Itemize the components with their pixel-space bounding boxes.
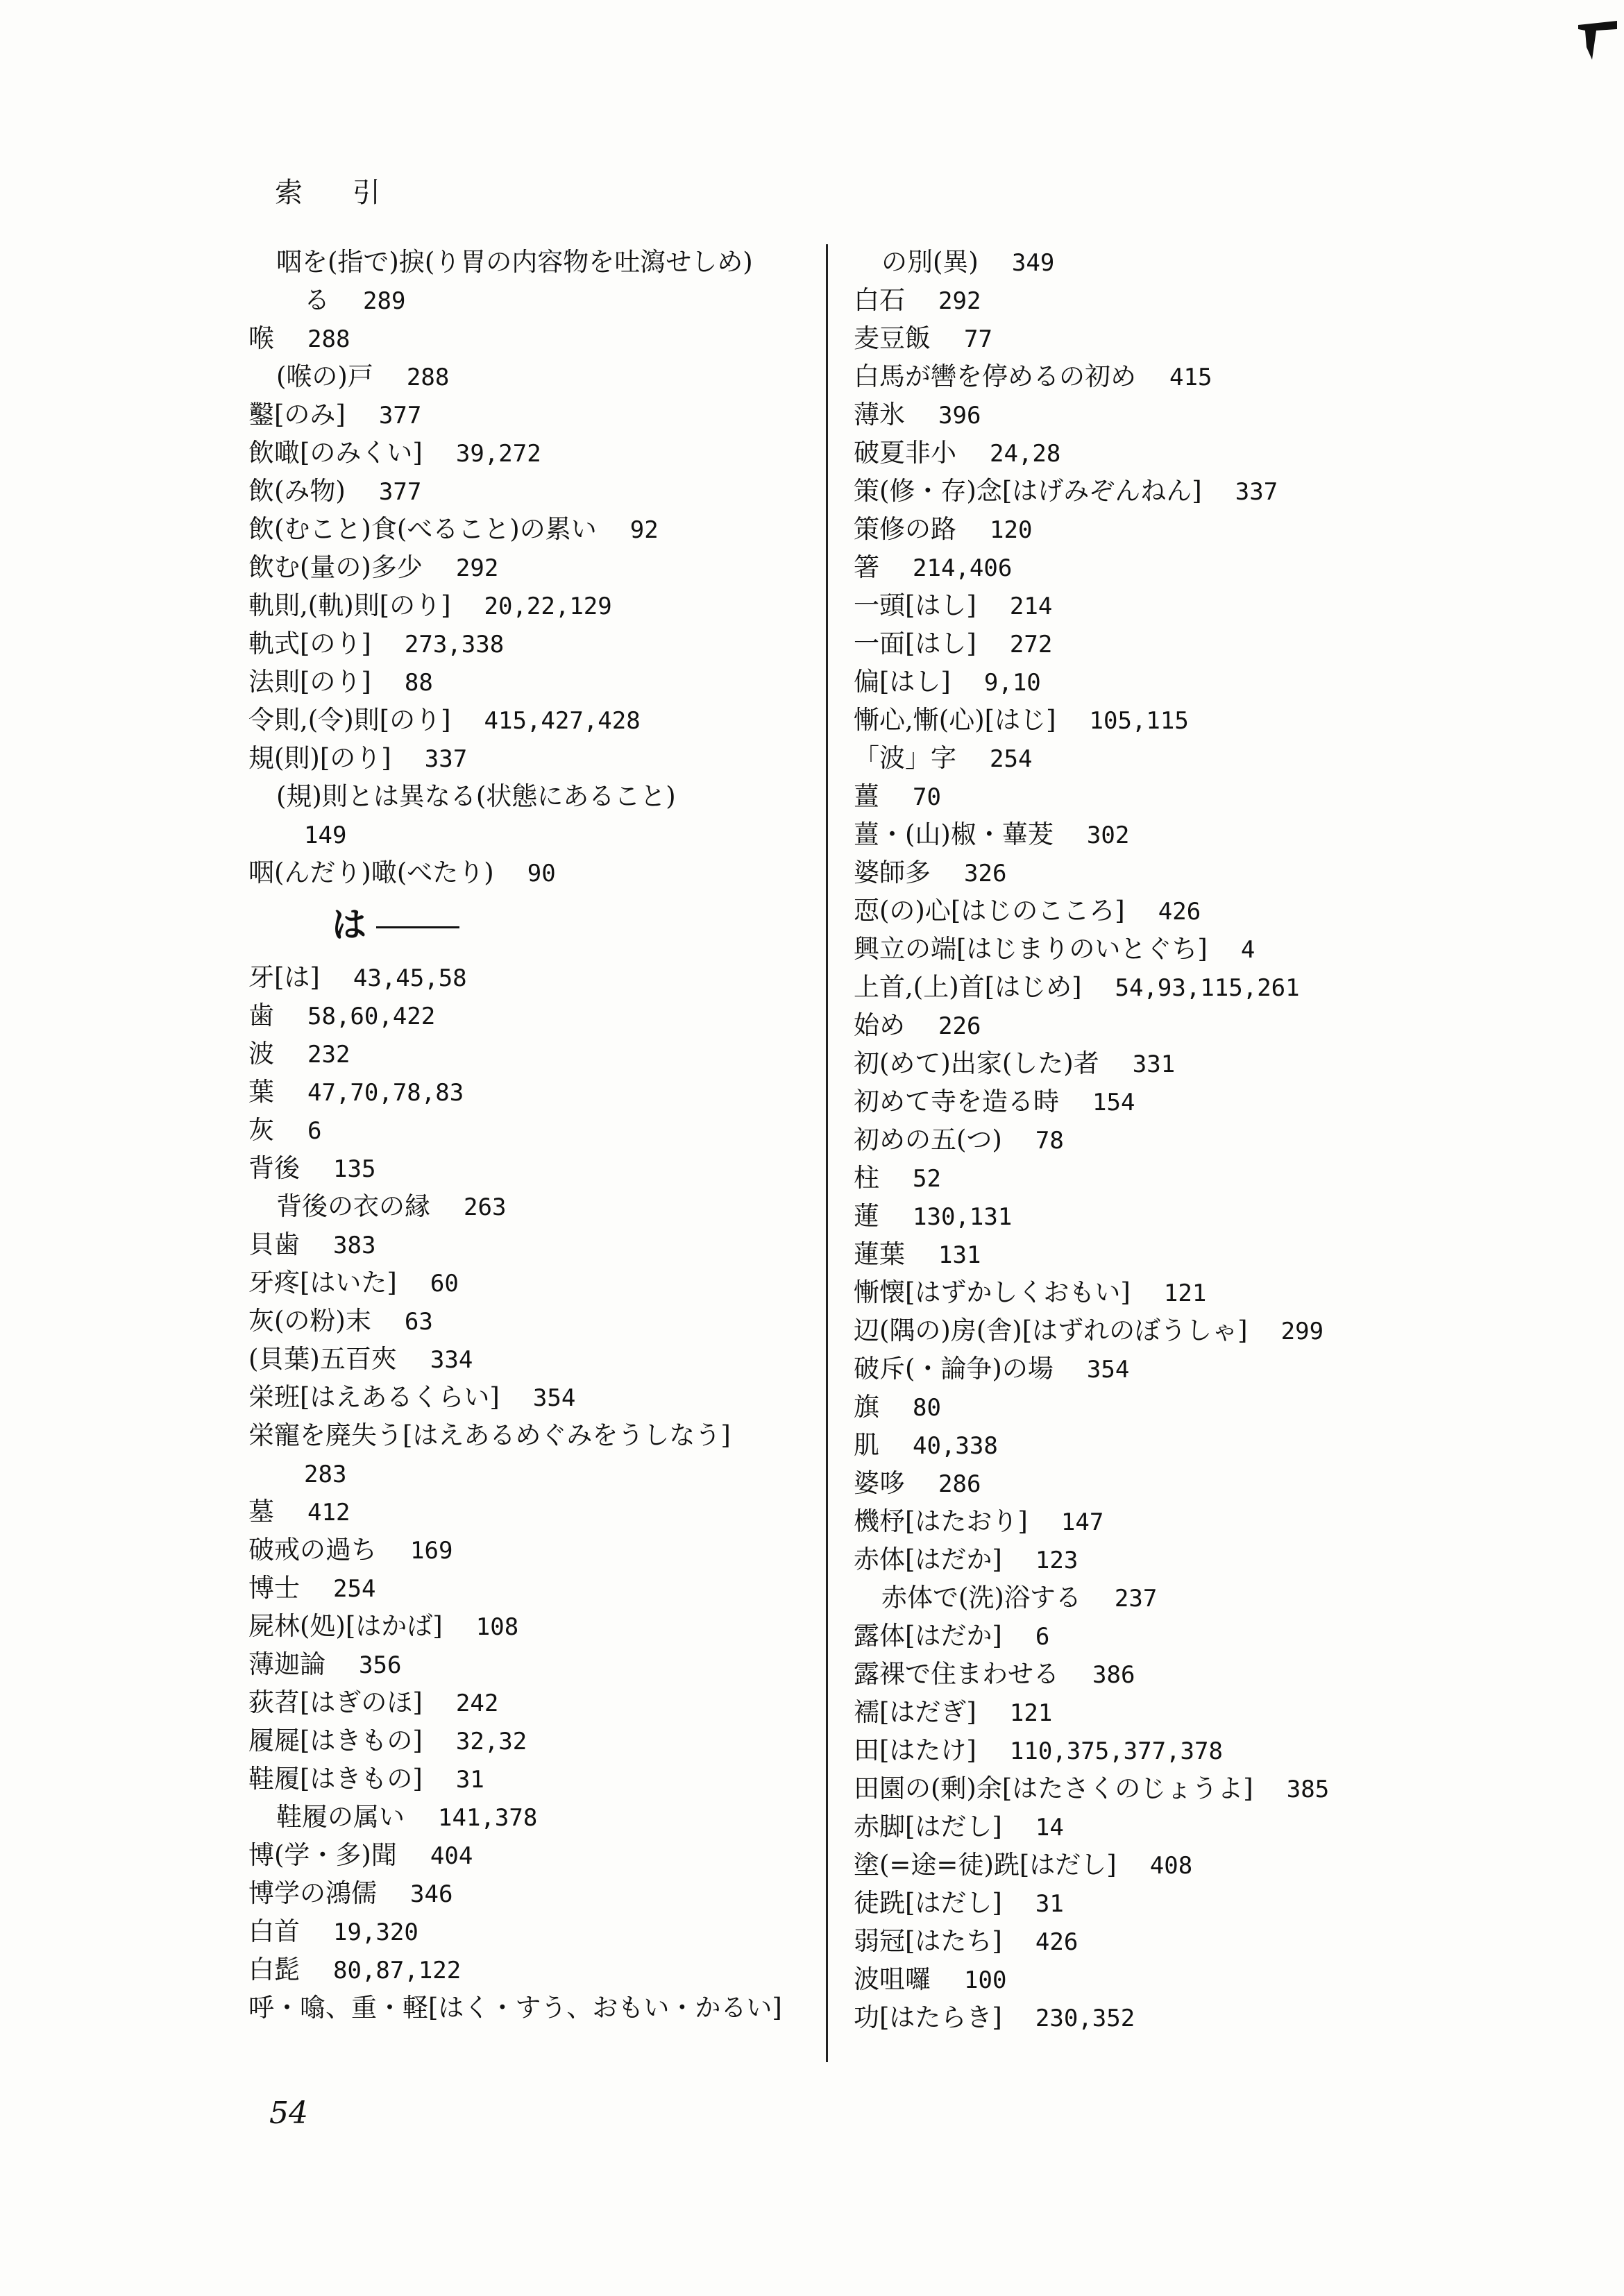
index-entry xyxy=(854,1197,1589,1235)
entry-pages: 135 xyxy=(333,1155,376,1183)
entry-term: 赤体で(洗)浴する xyxy=(881,1583,1081,1613)
entry-term: 田[はたけ] xyxy=(854,1735,976,1765)
entry-pages: 415,427,428 xyxy=(484,707,641,735)
index-entry xyxy=(248,663,804,701)
entry-term: 田園の(剰)余[はたさくのじょうよ] xyxy=(854,1774,1253,1803)
entry-pages: 254 xyxy=(990,745,1033,773)
index-entry xyxy=(854,663,1589,701)
header-word-2: 引 xyxy=(353,177,382,209)
entry-pages: 354 xyxy=(1086,1356,1130,1384)
entry-pages: 396 xyxy=(938,402,981,430)
index-entry xyxy=(854,1426,1589,1464)
index-entry xyxy=(854,1388,1589,1426)
entry-term: 墓 xyxy=(248,1497,274,1527)
entry-pages: 14 xyxy=(1035,1814,1064,1842)
entry-term: 咽を(指で)捩(り胃の内容物を吐瀉せしめ) xyxy=(276,247,753,277)
entry-term: 「波」字 xyxy=(854,743,956,773)
entry-term: 箸 xyxy=(854,552,879,582)
entry-pages: 105,115 xyxy=(1089,707,1189,735)
entry-term: 赤体[はだか] xyxy=(854,1545,1002,1574)
entry-pages: 334 xyxy=(430,1346,473,1374)
entry-pages: 292 xyxy=(455,554,499,582)
index-entry xyxy=(248,243,804,281)
index-entry xyxy=(854,815,1589,853)
entry-pages: 337 xyxy=(1235,478,1278,506)
entry-pages: 272 xyxy=(1009,631,1053,658)
index-entry xyxy=(854,1846,1589,1884)
index-entry xyxy=(854,1922,1589,1960)
entry-pages: 4 xyxy=(1240,936,1255,964)
entry-pages: 326 xyxy=(964,860,1007,887)
entry-pages: 90 xyxy=(527,860,556,887)
entry-term: の別(異) xyxy=(881,247,979,277)
entry-term: 赤脚[はだし] xyxy=(854,1812,1002,1842)
entry-pages: 226 xyxy=(938,1012,981,1040)
index-entry xyxy=(854,1884,1589,1922)
entry-term: 一頭[はし] xyxy=(854,590,976,620)
index-entry xyxy=(248,319,804,357)
index-entry xyxy=(854,853,1589,892)
entry-term: 背後 xyxy=(248,1153,300,1183)
index-entry xyxy=(248,996,804,1035)
index-entry xyxy=(248,1760,804,1798)
index-entry xyxy=(854,1502,1589,1540)
index-entry xyxy=(854,739,1589,777)
index-entry xyxy=(248,281,804,319)
entry-pages: 289 xyxy=(363,287,406,315)
entry-term: 婆哆 xyxy=(854,1468,905,1498)
index-entry xyxy=(248,396,804,434)
entry-pages: 58,60,422 xyxy=(307,1003,436,1030)
entry-term: 栄寵を廃失う[はえあるめぐみをうしなう] xyxy=(248,1420,731,1450)
index-entry xyxy=(248,472,804,510)
index-entry xyxy=(248,958,804,996)
index-entry xyxy=(854,510,1589,548)
entry-term: 弱冠[はたち] xyxy=(854,1926,1002,1956)
entry-pages: 214,406 xyxy=(913,554,1013,582)
index-entry xyxy=(854,777,1589,815)
entry-term: 軌則,(軌)則[のり] xyxy=(248,590,451,620)
entry-pages: 60 xyxy=(430,1270,459,1298)
index-entry xyxy=(248,1683,804,1721)
entry-pages: 377 xyxy=(378,402,422,430)
index-entry xyxy=(248,1569,804,1607)
entry-pages: 288 xyxy=(307,325,350,353)
index-entry xyxy=(854,892,1589,930)
entry-term: 飲(むこと)食(べること)の累い xyxy=(248,514,597,544)
entry-term: 喉 xyxy=(248,323,274,353)
index-entry xyxy=(248,1531,804,1569)
index-entry xyxy=(248,1111,804,1149)
section-heading-kana: は xyxy=(332,905,366,945)
entry-pages: 39,272 xyxy=(455,440,541,468)
entry-term: 飲噉[のみくい] xyxy=(248,438,423,468)
entry-term: 博(学・多)聞 xyxy=(248,1840,397,1870)
entry-pages: 408 xyxy=(1149,1852,1193,1880)
index-entry xyxy=(248,1187,804,1225)
entry-pages: 92 xyxy=(629,516,659,544)
entry-term: 機杼[はたおり] xyxy=(854,1506,1028,1536)
entry-term: 鑿[のみ] xyxy=(248,400,346,430)
index-entry xyxy=(248,1607,804,1645)
index-entry xyxy=(854,1235,1589,1273)
entry-pages: 412 xyxy=(307,1499,350,1527)
entry-term: 蓮 xyxy=(854,1201,879,1231)
index-entry xyxy=(854,1540,1589,1579)
entry-term: 牙[は] xyxy=(248,962,320,992)
index-entry xyxy=(854,472,1589,510)
index-entry xyxy=(854,1350,1589,1388)
index-entry xyxy=(248,1721,804,1760)
index-entry xyxy=(854,1273,1589,1311)
index-entry xyxy=(248,1798,804,1836)
index-entry xyxy=(248,1264,804,1302)
index-entry xyxy=(248,586,804,624)
entry-term: 婆師多 xyxy=(854,858,931,887)
entry-pages: 404 xyxy=(430,1842,473,1870)
running-header xyxy=(275,171,430,210)
entry-pages: 47,70,78,83 xyxy=(307,1079,464,1107)
entry-pages: 292 xyxy=(938,287,981,315)
index-entry xyxy=(248,1225,804,1264)
entry-pages: 346 xyxy=(410,1880,453,1908)
entry-term: 灰(の粉)末 xyxy=(248,1306,371,1336)
entry-pages: 385 xyxy=(1286,1776,1330,1803)
entry-pages: 131 xyxy=(938,1241,981,1269)
index-entry xyxy=(248,1493,804,1531)
index-entry xyxy=(854,1121,1589,1159)
index-entry xyxy=(854,1731,1589,1769)
entry-term: 一面[はし] xyxy=(854,629,976,658)
entry-term: 薄迦論 xyxy=(248,1649,325,1679)
index-entry xyxy=(854,1311,1589,1350)
entry-term: 軌式[のり] xyxy=(248,629,371,658)
entry-term: 波 xyxy=(248,1039,274,1069)
entry-pages: 54,93,115,261 xyxy=(1115,974,1300,1002)
entry-pages: 121 xyxy=(1009,1699,1053,1727)
entry-term: 蓮葉 xyxy=(854,1239,905,1269)
entry-term: 塗(=途=徒)跣[はだし] xyxy=(854,1850,1117,1880)
index-entry xyxy=(248,853,804,892)
index-entry xyxy=(248,701,804,739)
entry-pages: 415 xyxy=(1169,364,1212,391)
entry-pages: 147 xyxy=(1060,1508,1104,1536)
entry-pages: 299 xyxy=(1280,1318,1324,1345)
entry-pages: 63 xyxy=(404,1308,433,1336)
index-entry xyxy=(854,1464,1589,1502)
index-entry xyxy=(854,1082,1589,1121)
entry-pages: 78 xyxy=(1035,1127,1064,1155)
entry-term: 初(めて)出家(した)者 xyxy=(854,1048,1099,1078)
index-entry xyxy=(854,1006,1589,1044)
index-entry xyxy=(854,548,1589,586)
entry-pages: 31 xyxy=(455,1766,484,1794)
entry-term: 肌 xyxy=(854,1430,879,1460)
section-heading xyxy=(248,892,804,958)
entry-term: 破戒の過ち xyxy=(248,1535,377,1565)
entry-pages: 141,378 xyxy=(438,1804,538,1832)
entry-pages: 354 xyxy=(532,1384,576,1412)
entry-term: 辺(隅の)房(舎)[はずれのぼうしゃ] xyxy=(854,1316,1248,1345)
index-entry xyxy=(854,930,1589,968)
index-entry xyxy=(854,586,1589,624)
entry-term: 灰 xyxy=(248,1115,274,1145)
entry-pages: 149 xyxy=(304,822,347,849)
entry-pages: 121 xyxy=(1163,1279,1207,1307)
entry-pages: 426 xyxy=(1035,1928,1079,1956)
entry-pages: 232 xyxy=(307,1041,350,1069)
entry-term: る xyxy=(304,285,330,315)
index-entry xyxy=(248,815,804,853)
index-entry xyxy=(854,357,1589,396)
index-entry xyxy=(854,1617,1589,1655)
entry-term: 露体[はだか] xyxy=(854,1621,1002,1651)
entry-pages: 377 xyxy=(378,478,422,506)
index-entry xyxy=(854,624,1589,663)
index-entry xyxy=(248,1836,804,1874)
left-column xyxy=(248,243,804,2027)
index-entry xyxy=(248,1950,804,1989)
entry-term: 白石 xyxy=(854,285,905,315)
index-entry xyxy=(854,968,1589,1006)
entry-term: 慚懐[はずかしくおもい] xyxy=(854,1277,1131,1307)
entry-term: 薑・(山)椒・蓽茇 xyxy=(854,819,1054,849)
entry-term: (貝葉)五百夾 xyxy=(248,1344,397,1374)
index-entry xyxy=(248,1378,804,1416)
index-entry xyxy=(248,1912,804,1950)
index-entry xyxy=(248,548,804,586)
entry-term: 背後の衣の縁 xyxy=(276,1191,430,1221)
entry-term: 柱 xyxy=(854,1163,879,1193)
entry-pages: 9,10 xyxy=(983,669,1041,697)
entry-pages: 273,338 xyxy=(404,631,505,658)
entry-pages: 108 xyxy=(475,1613,519,1641)
index-entry xyxy=(248,1454,804,1493)
column-divider xyxy=(826,244,828,2062)
entry-term: 破夏非小 xyxy=(854,438,956,468)
entry-term: 荻苕[はぎのほ] xyxy=(248,1687,423,1717)
entry-term: 破斥(・論争)の場 xyxy=(854,1354,1054,1384)
entry-term: 恧(の)心[はじのこころ] xyxy=(854,896,1125,926)
entry-term: 飲(み物) xyxy=(248,476,346,506)
entry-term: 波咀囉 xyxy=(854,1964,931,1994)
entry-pages: 120 xyxy=(990,516,1033,544)
entry-pages: 6 xyxy=(307,1117,322,1145)
index-entry xyxy=(854,1998,1589,2036)
entry-term: 薑 xyxy=(854,781,879,811)
entry-pages: 77 xyxy=(964,325,992,353)
entry-term: 牙疼[はいた] xyxy=(248,1268,397,1298)
entry-pages: 283 xyxy=(304,1461,347,1488)
entry-term: 令則,(令)則[のり] xyxy=(248,705,451,735)
index-entry xyxy=(854,1655,1589,1693)
entry-term: 薄氷 xyxy=(854,400,905,430)
entry-pages: 24,28 xyxy=(990,440,1061,468)
index-entry xyxy=(854,1769,1589,1808)
entry-term: 屍林(処)[はかば] xyxy=(248,1611,443,1641)
index-entry xyxy=(248,1416,804,1454)
entry-term: 徒跣[はだし] xyxy=(854,1888,1002,1918)
index-entry xyxy=(854,281,1589,319)
index-entry xyxy=(854,1960,1589,1998)
entry-term: 飲む(量の)多少 xyxy=(248,552,423,582)
entry-term: 上首,(上)首[はじめ] xyxy=(854,972,1082,1002)
index-entry xyxy=(854,1579,1589,1617)
entry-pages: 80 xyxy=(913,1394,941,1422)
entry-pages: 31 xyxy=(1035,1890,1064,1918)
entry-pages: 6 xyxy=(1035,1623,1050,1651)
index-entry xyxy=(854,1159,1589,1197)
index-entry xyxy=(248,624,804,663)
index-entry xyxy=(248,1645,804,1683)
entry-pages: 154 xyxy=(1092,1089,1135,1116)
entry-term: 咽(んだり)噉(べたり) xyxy=(248,858,494,887)
entry-pages: 110,375,377,378 xyxy=(1009,1737,1223,1765)
entry-term: 法則[のり] xyxy=(248,667,371,697)
entry-term: 歯 xyxy=(248,1001,274,1030)
entry-term: 葉 xyxy=(248,1077,274,1107)
entry-term: 栄班[はえあるくらい] xyxy=(248,1382,500,1412)
entry-pages: 40,338 xyxy=(913,1432,998,1460)
entry-pages: 123 xyxy=(1035,1547,1079,1574)
header-word-1: 索 xyxy=(275,177,304,209)
index-entry xyxy=(854,701,1589,739)
entry-pages: 237 xyxy=(1114,1585,1158,1613)
index-entry xyxy=(248,357,804,396)
entry-pages: 337 xyxy=(424,745,468,773)
entry-pages: 214 xyxy=(1009,593,1053,620)
entry-term: 白首 xyxy=(248,1916,300,1946)
entry-term: 興立の端[はじまりのいとぐち] xyxy=(854,934,1208,964)
entry-term: 博士 xyxy=(248,1573,300,1603)
index-entry xyxy=(854,1044,1589,1082)
entry-term: 白髭 xyxy=(248,1955,300,1984)
entry-term: 履屣[はきもの] xyxy=(248,1726,423,1755)
entry-pages: 32,32 xyxy=(455,1728,527,1755)
entry-pages: 426 xyxy=(1158,898,1201,926)
index-entry xyxy=(854,319,1589,357)
entry-pages: 20,22,129 xyxy=(484,593,612,620)
entry-pages: 286 xyxy=(938,1470,981,1498)
entry-pages: 349 xyxy=(1011,249,1055,277)
entry-pages: 356 xyxy=(359,1651,402,1679)
entry-pages: 288 xyxy=(406,364,450,391)
entry-term: 旗 xyxy=(854,1392,879,1422)
index-entry xyxy=(248,510,804,548)
entry-term: 鞋履[はきもの] xyxy=(248,1764,423,1794)
index-entry xyxy=(854,434,1589,472)
index-entry xyxy=(248,739,804,777)
entry-term: 襦[はだぎ] xyxy=(854,1697,976,1727)
entry-term: 博学の鴻儒 xyxy=(248,1878,377,1908)
entry-term: 始め xyxy=(854,1010,905,1040)
entry-term: 貝歯 xyxy=(248,1230,300,1259)
index-entry xyxy=(248,1073,804,1111)
index-entry xyxy=(248,1302,804,1340)
entry-pages: 331 xyxy=(1132,1051,1176,1078)
index-entry xyxy=(248,1149,804,1187)
page-number: 54 xyxy=(269,2095,308,2131)
entry-term: 呼・噏、重・軽[はく・すう、おもい・かるい] xyxy=(248,1993,782,2023)
entry-term: (喉の)戸 xyxy=(276,362,373,391)
index-entry xyxy=(854,1808,1589,1846)
entry-pages: 100 xyxy=(964,1966,1007,1994)
index-entry xyxy=(248,434,804,472)
left-entries-bottom xyxy=(248,958,804,2027)
entry-term: 規(則)[のり] xyxy=(248,743,391,773)
index-entry xyxy=(854,396,1589,434)
entry-term: 麦豆飯 xyxy=(854,323,931,353)
entry-term: 策(修・存)念[はげみぞんねん] xyxy=(854,476,1202,506)
entry-pages: 302 xyxy=(1086,822,1130,849)
entry-pages: 242 xyxy=(455,1690,499,1717)
entry-pages: 52 xyxy=(913,1165,941,1193)
corner-crop-mark-icon xyxy=(1577,19,1618,61)
index-entry xyxy=(248,1874,804,1912)
entry-pages: 254 xyxy=(333,1575,376,1603)
index-entry xyxy=(248,777,804,815)
entry-pages: 383 xyxy=(333,1232,376,1259)
entry-pages: 230,352 xyxy=(1035,2005,1135,2032)
entry-pages: 130,131 xyxy=(913,1203,1013,1231)
index-entry xyxy=(248,1989,804,2027)
entry-pages: 19,320 xyxy=(333,1919,418,1946)
entry-term: 白馬が轡を停めるの初め xyxy=(854,362,1136,391)
index-entry xyxy=(854,1693,1589,1731)
right-entries xyxy=(854,243,1589,2036)
section-dash xyxy=(376,926,459,928)
entry-pages: 80,87,122 xyxy=(333,1957,462,1984)
entry-pages: 263 xyxy=(464,1193,507,1221)
entry-term: 初めの五(つ) xyxy=(854,1125,1002,1155)
entry-pages: 386 xyxy=(1092,1661,1135,1689)
entry-term: 功[はたらき] xyxy=(854,2002,1002,2032)
entry-pages: 70 xyxy=(913,783,941,811)
entry-term: 偏[はし] xyxy=(854,667,951,697)
entry-pages: 43,45,58 xyxy=(353,964,467,992)
entry-term: (規)則とは異なる(状態にあること) xyxy=(276,781,676,811)
entry-term: 露裸で住まわせる xyxy=(854,1659,1059,1689)
entry-term: 策修の路 xyxy=(854,514,956,544)
entry-pages: 88 xyxy=(404,669,433,697)
index-entry xyxy=(854,243,1589,281)
entry-term: 鞋履の属い xyxy=(276,1802,405,1832)
left-entries-top xyxy=(248,243,804,892)
index-entry xyxy=(248,1340,804,1378)
index-entry xyxy=(248,1035,804,1073)
right-column xyxy=(854,243,1589,2036)
entry-term: 初めて寺を造る時 xyxy=(854,1087,1059,1116)
entry-pages: 169 xyxy=(410,1537,453,1565)
entry-term: 慚心,慚(心)[はじ] xyxy=(854,705,1056,735)
